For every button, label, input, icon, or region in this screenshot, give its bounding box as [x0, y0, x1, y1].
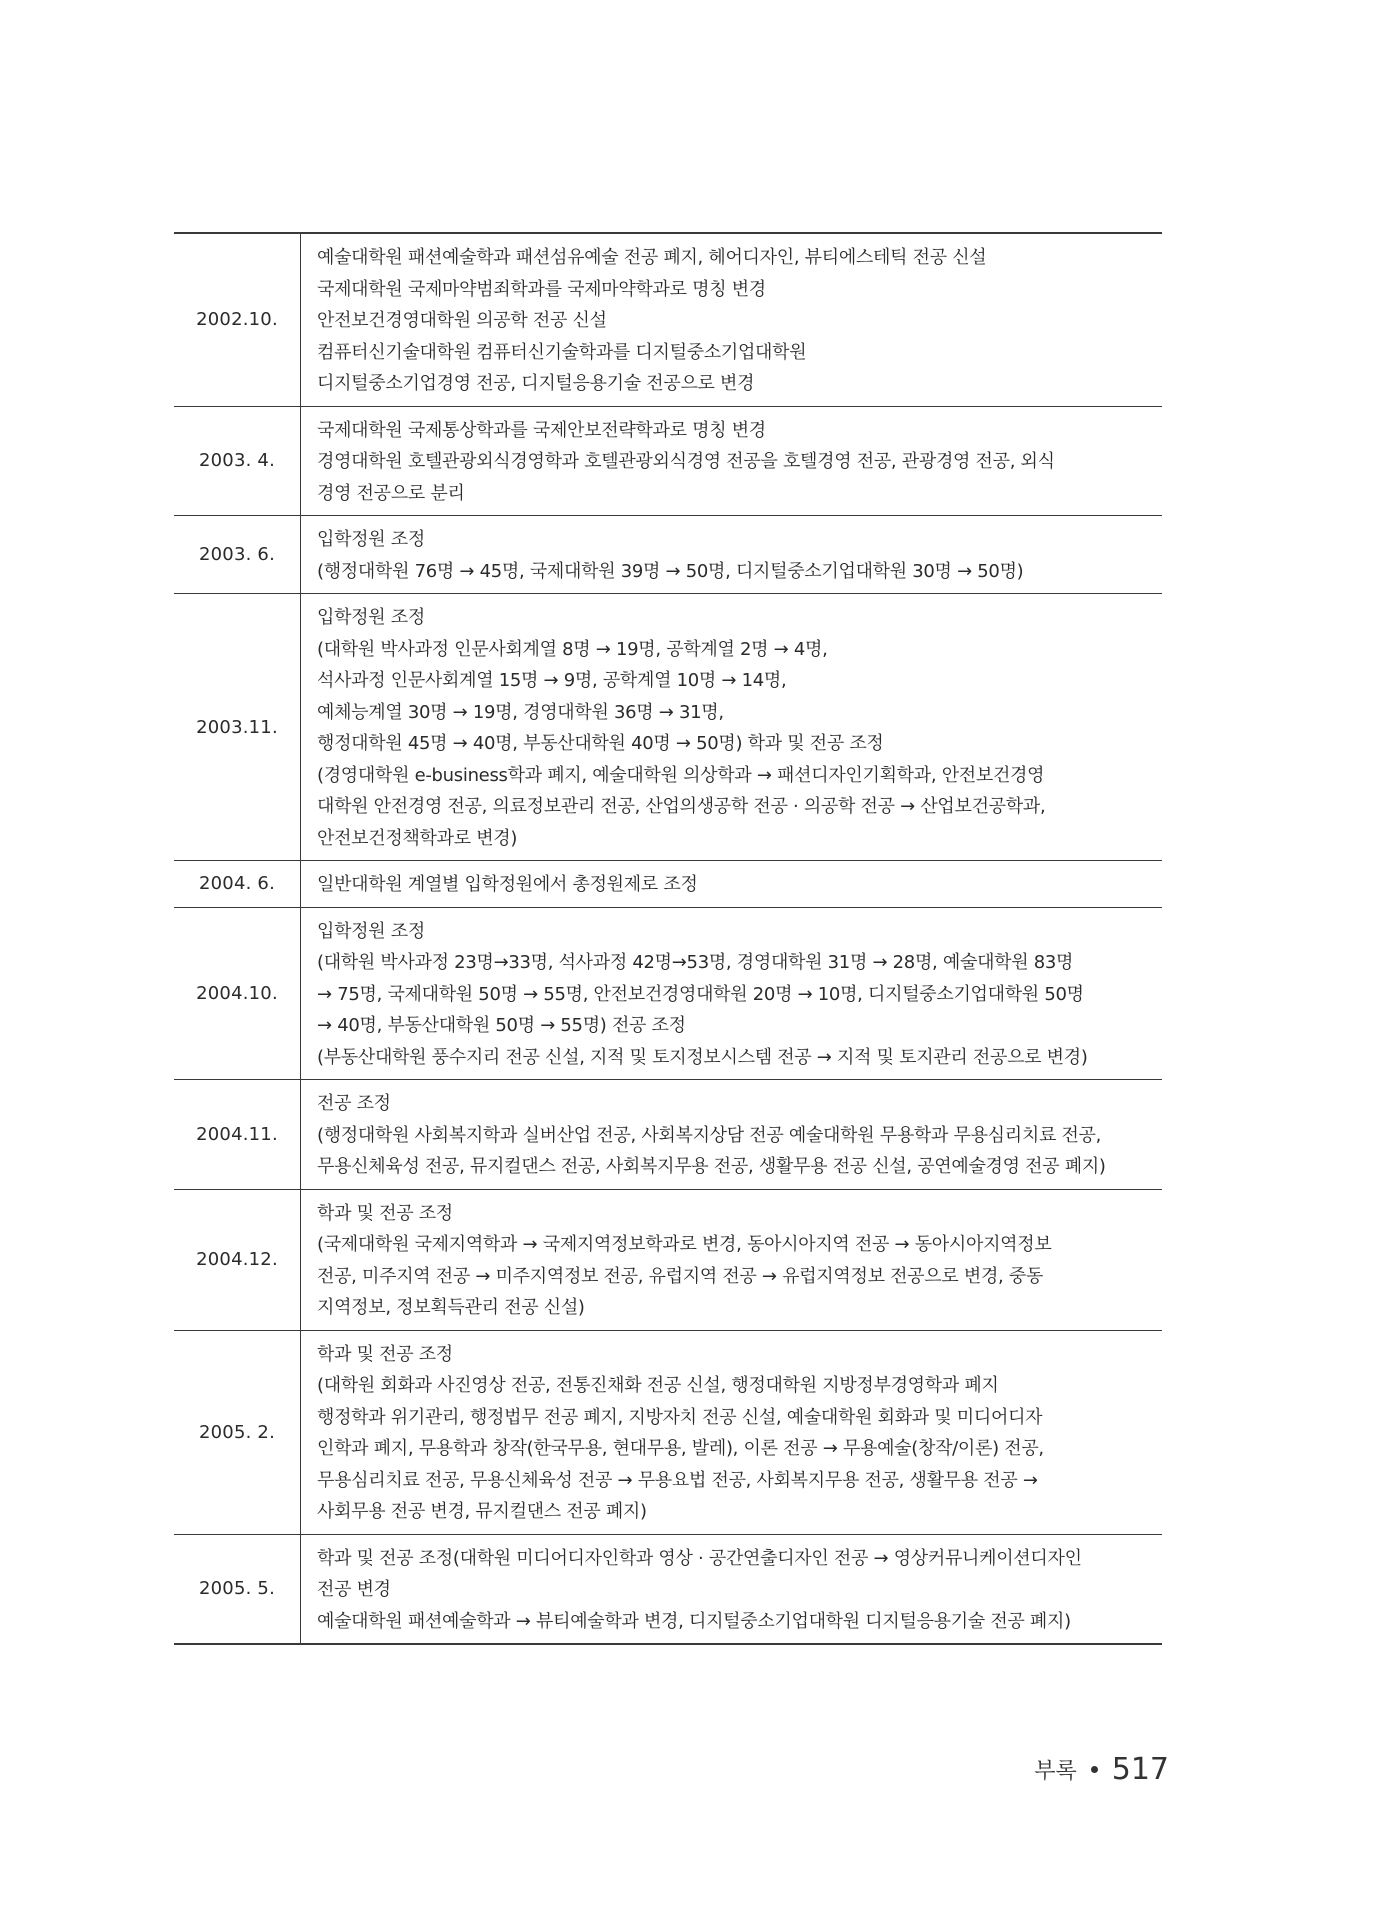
- content-line: 예술대학원 패션예술학과 패션섬유예술 전공 폐지, 헤어디자인, 뷰티에스테틱 전공 신설: [317, 247, 987, 268]
- content-cell: [301, 1330, 1163, 1534]
- content-line: 입학정원 조정: [317, 920, 425, 942]
- content-line: 무용심리치료 전공, 무용신체육성 전공 → 무용요법 전공, 사회복지무용 전공, 생활무용 전공 →: [317, 1469, 1038, 1491]
- content-cell: [301, 233, 1163, 406]
- content-line: (대학원 박사과정 23명→33명, 석사과정 42명→53명, 경영대학원 31명 → 28명, 예술대학원 83명: [317, 952, 1074, 973]
- content-cell: [301, 907, 1163, 1080]
- content-line: 예술대학원 패션예술학과 → 뷰티예술학과 변경, 디지털중소기업대학원 디지털응용기술 전공 폐지): [317, 1610, 1071, 1632]
- date-cell: 2004. 6.: [174, 861, 301, 908]
- content-cell: [301, 1080, 1163, 1190]
- date-cell: 2004.11.: [174, 1080, 301, 1190]
- table-row: [174, 1189, 1162, 1330]
- content-line: 학과 및 전공 조정: [317, 1343, 453, 1365]
- content-cell: [301, 1534, 1163, 1644]
- table-row: [174, 1330, 1162, 1534]
- content-line: 전공 조정: [317, 1093, 391, 1114]
- content-cell: [301, 516, 1163, 594]
- content-line: 행정대학원 45명 → 40명, 부동산대학원 40명 → 50명) 학과 및 전공 조정: [317, 733, 884, 754]
- content-line: 경영 전공으로 분리: [317, 482, 465, 504]
- content-line: → 75명, 국제대학원 50명 → 55명, 안전보건경영대학원 20명 → 10명, 디지털중소기업대학원 50명: [317, 983, 1084, 1005]
- content-line: (행정대학원 사회복지학과 실버산업 전공, 사회복지상담 전공 예술대학원 무용학과 무용심리치료 전공,: [317, 1124, 1102, 1146]
- table-row: [174, 233, 1162, 406]
- date-cell: 2005. 2.: [174, 1330, 301, 1534]
- content-line: 대학원 안전경영 전공, 의료정보관리 전공, 산업의생공학 전공 · 의공학 전공 → 산업보건공학과,: [317, 796, 1046, 817]
- content-cell: [301, 594, 1163, 861]
- date-cell: 2003. 4.: [174, 406, 301, 516]
- content-line: 인학과 폐지, 무용학과 창작(한국무용, 현대무용, 발레), 이론 전공 → 무용예술(창작/이론) 전공,: [317, 1438, 1044, 1459]
- date-cell: 2004.12.: [174, 1189, 301, 1330]
- content-line: (경영대학원 e-business학과 폐지, 예술대학원 의상학과 → 패션디자인기획학과, 안전보건경영: [317, 764, 1045, 786]
- footer-section-label: 부록: [1034, 1759, 1077, 1784]
- table-row: [174, 1534, 1162, 1644]
- page-number: 517: [1111, 1752, 1169, 1787]
- content-line: 경영대학원 호텔관광외식경영학과 호텔관광외식경영 전공을 호텔경영 전공, 관광경영 전공, 외식: [317, 451, 1055, 472]
- date-cell: 2005. 5.: [174, 1534, 301, 1644]
- content-line: (행정대학원 76명 → 45명, 국제대학원 39명 → 50명, 디지털중소기업대학원 30명 → 50명): [317, 560, 1024, 582]
- date-cell: 2003. 6.: [174, 516, 301, 594]
- content-line: 디지털중소기업경영 전공, 디지털응용기술 전공으로 변경: [317, 373, 755, 394]
- content-cell: [301, 1189, 1163, 1330]
- content-line: → 40명, 부동산대학원 50명 → 55명) 전공 조정: [317, 1015, 686, 1036]
- content-line: (대학원 회화과 사진영상 전공, 전통진채화 전공 신설, 행정대학원 지방정부경영학과 폐지: [317, 1375, 999, 1396]
- content-line: 학과 및 전공 조정(대학원 미디어디자인학과 영상 · 공간연출디자인 전공 → 영상커뮤니케이션디자인: [317, 1547, 1082, 1569]
- content-line: 지역정보, 정보획득관리 전공 신설): [317, 1297, 585, 1318]
- content-cell: [301, 861, 1163, 908]
- content-line: 예체능계열 30명 → 19명, 경영대학원 36명 → 31명,: [317, 701, 724, 723]
- table-row: [174, 594, 1162, 861]
- content-cell: [301, 406, 1163, 516]
- table-row: [174, 907, 1162, 1080]
- table-row: [174, 406, 1162, 516]
- content-line: 안전보건경영대학원 의공학 전공 신설: [317, 310, 607, 331]
- content-line: 석사과정 인문사회계열 15명 → 9명, 공학계열 10명 → 14명,: [317, 670, 787, 691]
- content-line: 입학정원 조정: [317, 607, 425, 628]
- content-line: (부동산대학원 풍수지리 전공 신설, 지적 및 토지정보시스템 전공 → 지적 및 토지관리 전공으로 변경): [317, 1046, 1088, 1068]
- content-line: 행정학과 위기관리, 행정법무 전공 폐지, 지방자치 전공 신설, 예술대학원 회화과 및 미디어디자: [317, 1406, 1043, 1428]
- content-line: 국제대학원 국제마약범죄학과를 국제마약학과로 명칭 변경: [317, 278, 766, 300]
- content-line: (대학원 박사과정 인문사회계열 8명 → 19명, 공학계열 2명 → 4명,: [317, 638, 828, 660]
- content-line: 일반대학원 계열별 입학정원에서 총정원제로 조정: [317, 874, 698, 895]
- content-line: 전공, 미주지역 전공 → 미주지역정보 전공, 유럽지역 전공 → 유럽지역정보 전공으로 변경, 중동: [317, 1265, 1044, 1287]
- date-cell: 2003.11.: [174, 594, 301, 861]
- content-line: 국제대학원 국제통상학과를 국제안보전략학과로 명칭 변경: [317, 419, 766, 441]
- content-line: 학과 및 전공 조정: [317, 1202, 453, 1224]
- content-line: 무용신체육성 전공, 뮤지컬댄스 전공, 사회복지무용 전공, 생활무용 전공 신설, 공연예술경영 전공 폐지): [317, 1156, 1106, 1177]
- table-row: [174, 516, 1162, 594]
- content-line: (국제대학원 국제지역학과 → 국제지역정보학과로 변경, 동아시아지역 전공 → 동아시아지역정보: [317, 1234, 1052, 1255]
- history-table: [174, 232, 1162, 1645]
- content-line: 전공 변경: [317, 1579, 391, 1600]
- page-footer: [1034, 1752, 1169, 1787]
- content-line: 안전보건정책학과로 변경): [317, 827, 518, 849]
- bullet-dot-icon: [1091, 1766, 1098, 1773]
- table-body: [174, 233, 1162, 1644]
- content-line: 입학정원 조정: [317, 529, 425, 550]
- date-cell: 2002.10.: [174, 233, 301, 406]
- table-row: [174, 861, 1162, 908]
- table-row: [174, 1080, 1162, 1190]
- content-line: 컴퓨터신기술대학원 컴퓨터신기술학과를 디지털중소기업대학원: [317, 341, 807, 363]
- content-line: 사회무용 전공 변경, 뮤지컬댄스 전공 폐지): [317, 1501, 647, 1522]
- date-cell: 2004.10.: [174, 907, 301, 1080]
